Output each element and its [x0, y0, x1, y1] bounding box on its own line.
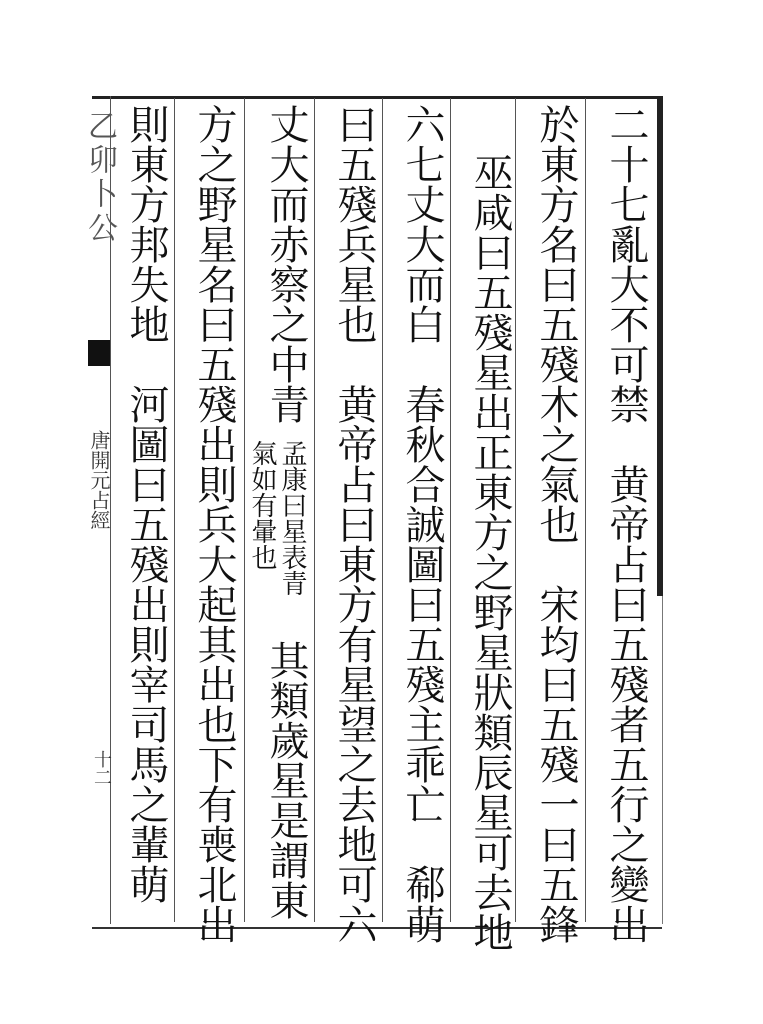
spine-fish-tail-mark — [88, 340, 110, 366]
column-rule — [585, 98, 586, 922]
text-column-8: 則東方邦失地 河圖曰五殘出則宰司馬之輩萌 — [123, 104, 169, 904]
column-rule — [382, 98, 383, 922]
text-column-7: 方之野星名曰五殘出則兵大起其出也下有喪北出 — [191, 104, 237, 944]
spine-top-text: 乙卯卜公 — [82, 110, 117, 246]
column-rule — [314, 98, 315, 922]
page-border-right — [657, 96, 663, 596]
text-column-4: 六七丈大而白 春秋合誠圖曰五殘主乖亡 郗萌 — [399, 104, 445, 944]
text-column-2: 於東方名曰五殘木之氣也 宋均曰五殘一曰五鋒 — [533, 104, 579, 944]
text-column-5: 曰五殘兵星也 黄帝占曰東方有星望之去地可六 — [331, 104, 377, 944]
annotation-line-1: 孟康曰星表青 — [277, 440, 307, 596]
text-column-1: 二十七亂大不可禁 黄帝占曰五殘者五行之變出 — [603, 104, 649, 944]
column-rule — [244, 98, 245, 922]
column-rule — [450, 98, 451, 922]
spine-page-number: 十二 — [91, 750, 112, 786]
text-column-6-tail: 其類歲星是謂東 — [263, 640, 309, 920]
text-column-6: 丈大而赤察之中青 — [263, 104, 309, 424]
spine-book-title: 唐開元占經 — [87, 430, 111, 530]
column-rule — [174, 98, 175, 922]
annotation-line-2: 氣如有暈也 — [247, 440, 277, 570]
page-border-right-lower — [662, 596, 663, 924]
text-column-3: 巫咸曰五殘星出正東方之野星狀類辰星可去地 — [467, 152, 513, 952]
